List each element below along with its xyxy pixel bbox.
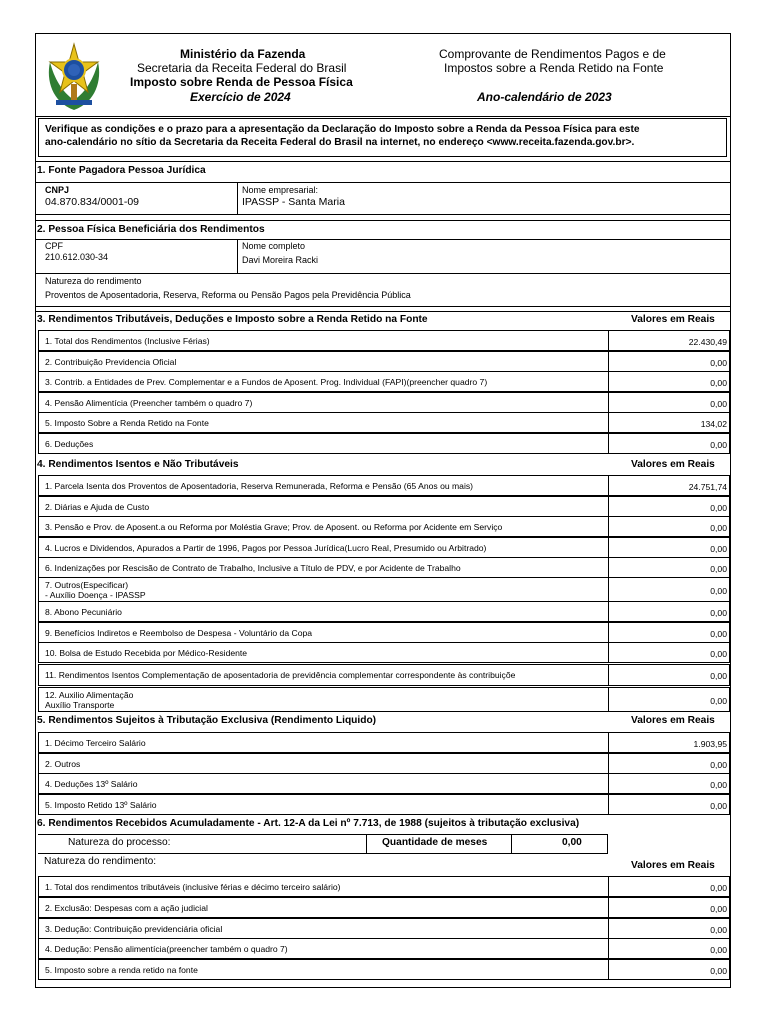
row-value: 0,00 bbox=[710, 440, 727, 450]
row-label: 3. Pensão e Prov. de Aposent.a ou Reforma por Moléstia Grave; Prov. de Aposent. ou Reforma por Acidente em Serviço bbox=[45, 522, 503, 532]
company-name-value: IPASSP - Santa Maria bbox=[242, 196, 345, 208]
row-value: 22.430,49 bbox=[688, 337, 727, 347]
row-value: 0,00 bbox=[710, 608, 727, 618]
row-value: 0,00 bbox=[710, 966, 727, 976]
row-value: 0,00 bbox=[710, 780, 727, 791]
header-divider bbox=[35, 116, 731, 117]
row-label: 4. Lucros e Dividendos, Apurados a Partir de 1996, Pagos por Pessoa Jurídica(Lucro Real, Presumido ou Arbitrado) bbox=[45, 543, 487, 553]
divider bbox=[608, 578, 609, 601]
section6-values-header: Valores em Reais bbox=[631, 860, 715, 871]
divider bbox=[608, 688, 609, 711]
table-row bbox=[38, 753, 730, 774]
divider bbox=[608, 558, 609, 577]
divider bbox=[35, 273, 731, 274]
row-label: 1. Total dos Rendimentos (Inclusive Férias) bbox=[45, 336, 210, 346]
ministry-title: Ministério da Fazenda bbox=[180, 47, 306, 61]
row-label: 6. Indenizações por Rescisão de Contrato de Trabalho, Inclusive a Título de PDV, e por Acidente de Trabalho bbox=[45, 563, 461, 573]
divider bbox=[608, 877, 609, 896]
divider bbox=[608, 352, 609, 371]
table-row bbox=[38, 330, 730, 351]
row-label-line2: - Auxílio Doença - IPASSP bbox=[45, 590, 146, 600]
row-value: 0,00 bbox=[710, 671, 727, 681]
table-row bbox=[38, 622, 730, 643]
divider bbox=[35, 239, 731, 240]
brazil-coat-of-arms-logo bbox=[44, 40, 104, 112]
row-value: 0,00 bbox=[710, 925, 727, 935]
row-value: 0,00 bbox=[710, 357, 727, 368]
table-row bbox=[38, 664, 730, 686]
table-row bbox=[38, 938, 730, 959]
divider bbox=[366, 834, 367, 853]
income-nature-6-label: Natureza do rendimento: bbox=[44, 856, 157, 867]
row-label: 4. Deduções 13º Salário bbox=[45, 779, 138, 790]
divider bbox=[608, 372, 609, 391]
divider bbox=[608, 733, 609, 752]
divider bbox=[608, 774, 609, 793]
divider bbox=[38, 834, 608, 835]
row-value: 0,00 bbox=[710, 378, 727, 389]
document-title-line1: Comprovante de Rendimentos Pagos e de bbox=[439, 47, 666, 61]
section1-title: 1. Fonte Pagadora Pessoa Jurídica bbox=[37, 165, 206, 176]
row-value: 0,00 bbox=[710, 398, 727, 409]
divider bbox=[35, 306, 731, 307]
divider bbox=[608, 795, 609, 814]
divider bbox=[608, 919, 609, 938]
row-label: 9. Benefícios Indiretos e Reembolso de Despesa - Voluntário da Copa bbox=[45, 628, 313, 638]
section6-title: 6. Rendimentos Recebidos Acumuladamente - Art. 12-A da Lei nº 7.713, de 1988 (sujeitos à tributação exclusiva) bbox=[37, 818, 580, 829]
divider bbox=[608, 754, 609, 773]
divider bbox=[608, 393, 609, 412]
table-row bbox=[38, 732, 730, 753]
divider bbox=[608, 476, 609, 495]
row-value: 0,00 bbox=[710, 759, 727, 770]
row-label: 5. Imposto Sobre a Renda Retido na Fonte bbox=[45, 418, 209, 429]
section3-values-header: Valores em Reais bbox=[631, 314, 715, 325]
row-value: 0,00 bbox=[710, 503, 727, 513]
row-label: 1. Total dos rendimentos tributáveis (inclusive férias e décimo terceiro salário) bbox=[45, 882, 341, 892]
divider bbox=[38, 853, 608, 854]
table-row bbox=[38, 433, 730, 454]
row-value: 0,00 bbox=[710, 544, 727, 554]
row-label: 2. Diárias e Ajuda de Custo bbox=[45, 502, 150, 512]
section4-values-header: Valores em Reais bbox=[631, 459, 715, 470]
divider bbox=[35, 161, 731, 162]
document-title-line2: Impostos sobre a Renda Retido na Fonte bbox=[444, 61, 664, 75]
row-value: 24.751,74 bbox=[688, 482, 727, 492]
row-value: 1.903,95 bbox=[693, 739, 727, 749]
divider bbox=[608, 898, 609, 917]
exercise-year: Exercício de 2024 bbox=[190, 90, 291, 104]
divider bbox=[608, 413, 609, 432]
row-label: 5. Imposto Retido 13º Salário bbox=[45, 799, 157, 810]
secretariat-name: Secretaria da Receita Federal do Brasil bbox=[137, 61, 347, 75]
row-label: 6. Deduções bbox=[45, 439, 94, 449]
row-label: 10. Bolsa de Estudo Recebida por Médico-Residente bbox=[45, 648, 248, 658]
divider bbox=[608, 434, 609, 453]
table-row bbox=[38, 897, 730, 918]
months-value: 0,00 bbox=[562, 837, 582, 848]
months-label: Quantidade de meses bbox=[382, 837, 488, 848]
divider bbox=[237, 239, 238, 273]
divider bbox=[237, 182, 238, 214]
row-label: 3. Contrib. a Entidades de Prev. Complementar e a Fundos de Aposent. Prog. Individual (FAPI)(preencher quadro 7) bbox=[45, 377, 488, 388]
income-nature-label: Natureza do rendimento bbox=[45, 276, 142, 286]
table-row bbox=[38, 794, 730, 815]
table-row bbox=[38, 876, 730, 897]
row-label: 1. Décimo Terceiro Salário bbox=[45, 738, 146, 748]
divider bbox=[608, 939, 609, 958]
table-row bbox=[38, 392, 730, 413]
row-label: 4. Dedução: Pensão alimentícia(preencher também o quadro 7) bbox=[45, 944, 288, 954]
table-row bbox=[38, 537, 730, 558]
table-row bbox=[38, 371, 730, 392]
divider bbox=[607, 834, 608, 853]
section5-title: 5. Rendimentos Sujeitos à Tributação Exclusiva (Rendimento Liquido) bbox=[37, 715, 377, 726]
beneficiary-name-label: Nome completo bbox=[242, 241, 306, 251]
notice-line-2: ano-calendário no sítio da Secretaria da Receita Federal do Brasil na internet, no endereço <www.receita.fazenda.gov.br>. bbox=[45, 137, 635, 148]
divider bbox=[608, 665, 609, 685]
cpf-label: CPF bbox=[45, 241, 63, 251]
cnpj-value: 04.870.834/0001-09 bbox=[45, 196, 140, 208]
divider bbox=[608, 960, 609, 979]
table-row bbox=[38, 496, 730, 517]
row-value: 0,00 bbox=[710, 945, 727, 955]
table-row bbox=[38, 475, 730, 496]
row-label: 12. Auxilio Alimentação bbox=[45, 690, 134, 700]
section5-values-header: Valores em Reais bbox=[631, 715, 715, 726]
section4-title: 4. Rendimentos Isentos e Não Tributáveis bbox=[37, 459, 239, 470]
table-row bbox=[38, 577, 730, 602]
row-value: 0,00 bbox=[710, 586, 727, 596]
divider bbox=[608, 602, 609, 621]
divider bbox=[35, 214, 731, 215]
section3-title: 3. Rendimentos Tributáveis, Deduções e Imposto sobre a Renda Retido na Fonte bbox=[37, 314, 428, 325]
notice-line-1: Verifique as condições e o prazo para a apresentação da Declaração do Imposto sobre a Renda da Pessoa Física para este bbox=[45, 124, 640, 135]
row-label: 11. Rendimentos Isentos Complementação de aposentadoria de previdência complementar correspondente às contribuiçõe bbox=[45, 670, 516, 680]
row-value: 0,00 bbox=[710, 696, 727, 706]
table-row bbox=[38, 959, 730, 980]
row-value: 0,00 bbox=[710, 904, 727, 914]
table-row bbox=[38, 351, 730, 372]
tax-name: Imposto sobre Renda de Pessoa Física bbox=[130, 75, 353, 89]
row-label: 3. Dedução: Contribuição previdenciária oficial bbox=[45, 924, 223, 934]
row-label: 2. Contribuição Previdencia Oficial bbox=[45, 356, 177, 367]
row-label: 2. Outros bbox=[45, 758, 81, 769]
divider bbox=[608, 331, 609, 350]
cnpj-label: CNPJ bbox=[45, 185, 70, 195]
divider bbox=[608, 643, 609, 662]
row-value: 0,00 bbox=[710, 523, 727, 533]
table-row bbox=[38, 642, 730, 663]
row-value: 0,00 bbox=[710, 564, 727, 574]
table-row bbox=[38, 601, 730, 622]
section2-title: 2. Pessoa Física Beneficiária dos Rendimentos bbox=[37, 224, 265, 235]
row-label: 1. Parcela Isenta dos Proventos de Aposentadoria, Reserva Remunerada, Reforma e Pensão (65 Anos ou mais) bbox=[45, 481, 474, 491]
divider bbox=[608, 623, 609, 642]
row-value: 0,00 bbox=[710, 629, 727, 639]
row-label: 8. Abono Pecuniário bbox=[45, 607, 122, 617]
table-row bbox=[38, 687, 730, 712]
process-nature-label: Natureza do processo: bbox=[68, 837, 171, 848]
table-row bbox=[38, 918, 730, 939]
row-value: 134,02 bbox=[700, 419, 727, 430]
row-value: 0,00 bbox=[710, 883, 727, 893]
row-value: 0,00 bbox=[710, 800, 727, 811]
divider bbox=[35, 311, 731, 312]
divider bbox=[35, 182, 731, 183]
table-row bbox=[38, 557, 730, 578]
row-label: 4. Pensão Alimentícia (Preencher também o quadro 7) bbox=[45, 397, 253, 408]
divider bbox=[608, 538, 609, 557]
table-row bbox=[38, 773, 730, 794]
calendar-year: Ano-calendário de 2023 bbox=[477, 90, 612, 104]
income-nature-value: Proventos de Aposentadoria, Reserva, Reforma ou Pensão Pagos pela Previdência Pública bbox=[45, 290, 411, 300]
divider bbox=[511, 834, 512, 853]
row-value: 0,00 bbox=[710, 649, 727, 659]
divider bbox=[35, 220, 731, 221]
row-label: 2. Exclusão: Despesas com a ação judicial bbox=[45, 903, 208, 913]
row-label: 7. Outros(Especificar) bbox=[45, 580, 129, 590]
beneficiary-name-value: Davi Moreira Racki bbox=[242, 255, 319, 265]
cpf-value: 210.612.030-34 bbox=[45, 252, 109, 262]
row-label-line2: Auxílio Transporte bbox=[45, 700, 115, 710]
table-row bbox=[38, 516, 730, 537]
divider bbox=[608, 497, 609, 516]
company-name-label: Nome empresarial: bbox=[242, 185, 319, 195]
row-label: 5. Imposto sobre a renda retido na fonte bbox=[45, 965, 198, 975]
table-row bbox=[38, 412, 730, 433]
divider bbox=[608, 517, 609, 536]
